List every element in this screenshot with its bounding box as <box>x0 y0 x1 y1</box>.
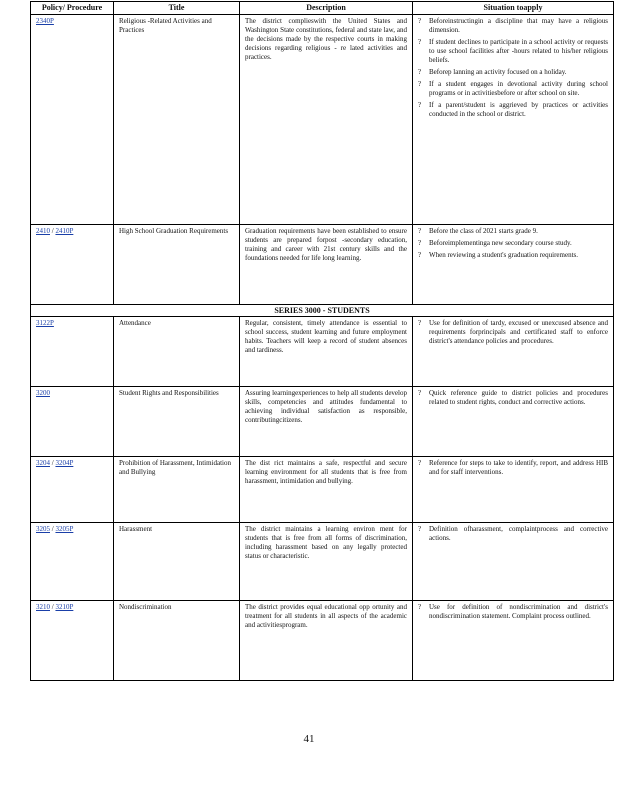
situation-text: Reference for steps to take to identify, report, and address HIB and for staff interventions. <box>429 459 608 476</box>
situation-item <box>418 101 608 119</box>
policy-link[interactable]: 3122P <box>36 319 54 327</box>
description-cell: The district maintains a learning environ ment for students that is free from all forms of discrimination, including harassment based on any legally protected status or characteristic. <box>240 523 413 601</box>
situation-item <box>418 38 608 65</box>
policy-link[interactable]: 3204 <box>36 459 50 467</box>
situation-item <box>418 227 608 236</box>
description-cell: The dist rict maintains a safe, respectful and secure learning environment for all students that is free from harassment, intimidation and bullying. <box>240 457 413 523</box>
situation-text: If a parent/student is aggrieved by practices or activities conducted in the school or district. <box>429 101 608 118</box>
policy-link[interactable]: 2340P <box>36 17 54 25</box>
description-cell: Graduation requirements have been established to ensure students are prepared forpost -secondary education, training and career with 21st century skills and the foundations needed for life long learning. <box>240 225 413 305</box>
situation-cell <box>413 317 614 387</box>
title-cell: Prohibition of Harassment, Intimidation and Bullying <box>114 457 240 523</box>
policy-link[interactable]: 3200 <box>36 389 50 397</box>
bullet-icon: ? <box>418 603 422 611</box>
description-cell: Assuring learningexperiences to help all students develop skills, competencies and attitudes fundamental to achieving individual satisfaction as responsible, contributingcitizens. <box>240 387 413 457</box>
table-body-top <box>31 15 614 305</box>
situation-text: Beforeimplementinga new secondary course study. <box>429 239 572 247</box>
situation-text: Use for definition of tardy, excused or unexcused absence and requirements forprincipals and certificated staff to enforce district's attendance policies and procedures. <box>429 319 608 345</box>
table-row <box>31 15 614 225</box>
situation-text: Beforep lanning an activity focused on a holiday. <box>429 68 567 76</box>
situation-cell <box>413 225 614 305</box>
series-row <box>31 305 614 317</box>
header-description: Description <box>240 2 413 15</box>
title-cell: Harassment <box>114 523 240 601</box>
policy-link[interactable]: 3210 <box>36 603 50 611</box>
situation-list <box>418 459 608 477</box>
policy-separator: / <box>50 603 56 611</box>
title-cell: High School Graduation Requirements <box>114 225 240 305</box>
policy-cell <box>31 387 114 457</box>
table-row <box>31 523 614 601</box>
bullet-icon: ? <box>418 227 422 235</box>
situation-item <box>418 459 608 477</box>
situation-item <box>418 319 608 346</box>
situation-item <box>418 525 608 543</box>
situation-item <box>418 17 608 35</box>
situation-text: Before the class of 2021 starts grade 9. <box>429 227 538 235</box>
policy-separator: / <box>50 525 56 533</box>
table-row <box>31 457 614 523</box>
policy-cell <box>31 523 114 601</box>
description-cell: The district complieswith the United States and Washington State constitutions, federal and state law, and the decisions made by the respective courts in making decisions regarding religious - re lated activities and practices. <box>240 15 413 225</box>
header-policy: Policy/ Procedure <box>31 2 114 15</box>
policy-link[interactable]: 3210P <box>55 603 74 611</box>
situation-text: When reviewing a student's graduation requirements. <box>429 251 578 259</box>
policy-link[interactable]: 3205 <box>36 525 50 533</box>
bullet-icon: ? <box>418 251 422 259</box>
situation-item <box>418 389 608 407</box>
situation-item <box>418 68 608 77</box>
bullet-icon: ? <box>418 239 422 247</box>
situation-cell <box>413 387 614 457</box>
bullet-icon: ? <box>418 525 422 533</box>
series-heading: SERIES 3000 - STUDENTS <box>31 305 614 317</box>
policy-cell <box>31 317 114 387</box>
situation-text: Definition ofharassment, complaintprocess and corrective actions. <box>429 525 608 542</box>
situation-list <box>418 389 608 407</box>
situation-text: Quick reference guide to district policies and procedures related to student rights, conduct and corrective actions. <box>429 389 608 406</box>
description-cell: Regular, consistent, timely attendance is essential to school success, student learning and future employment habits. Teachers will keep a record of student absences and tardiness. <box>240 317 413 387</box>
series-section <box>31 305 614 317</box>
bullet-icon: ? <box>418 101 422 109</box>
bullet-icon: ? <box>418 17 422 25</box>
bullet-icon: ? <box>418 38 422 46</box>
bullet-icon: ? <box>418 80 422 88</box>
situation-text: If a student engages in devotional activity during school programs or in activitiesbefore or after school on site. <box>429 80 608 97</box>
policy-cell <box>31 457 114 523</box>
situation-text: Use for definition of nondiscrimination and district's nondiscrimination statement. Complaint process outlined. <box>429 603 608 620</box>
policy-link[interactable]: 2410P <box>55 227 74 235</box>
bullet-icon: ? <box>418 389 422 397</box>
table-body-bottom <box>31 317 614 681</box>
situation-text: Beforeinstructingin a discipline that may have a religious dimension. <box>429 17 608 34</box>
bullet-icon: ? <box>418 68 422 76</box>
description-cell: The district provides equal educational opp ortunity and treatment for all students in all aspects of the academic and activitiesprogram. <box>240 601 413 681</box>
bullet-icon: ? <box>418 319 422 327</box>
title-cell: Attendance <box>114 317 240 387</box>
policy-link[interactable]: 3205P <box>55 525 74 533</box>
situation-list <box>418 603 608 621</box>
policy-separator: / <box>50 227 56 235</box>
policy-separator: / <box>50 459 56 467</box>
policy-cell <box>31 225 114 305</box>
table-row <box>31 387 614 457</box>
header-row <box>31 2 614 15</box>
situation-item <box>418 603 608 621</box>
situation-cell <box>413 457 614 523</box>
table-row <box>31 601 614 681</box>
title-cell: Religious -Related Activities and Practices <box>114 15 240 225</box>
policy-link[interactable]: 2410 <box>36 227 50 235</box>
situation-list <box>418 525 608 543</box>
policy-cell <box>31 601 114 681</box>
situation-list <box>418 319 608 346</box>
situation-list <box>418 227 608 260</box>
policy-link[interactable]: 3204P <box>55 459 74 467</box>
situation-text: If student declines to participate in a school activity or requests to use school facilities after -hours related to his/her religious beliefs. <box>429 38 608 64</box>
title-cell: Nondiscrimination <box>114 601 240 681</box>
situation-cell <box>413 601 614 681</box>
table-row <box>31 317 614 387</box>
situation-item <box>418 251 608 260</box>
situation-item <box>418 80 608 98</box>
bullet-icon: ? <box>418 459 422 467</box>
header-situation: Situation toapply <box>413 2 614 15</box>
situation-list <box>418 17 608 119</box>
page-number: 41 <box>303 733 315 745</box>
header-title: Title <box>114 2 240 15</box>
policy-cell <box>31 15 114 225</box>
situation-cell <box>413 15 614 225</box>
title-cell: Student Rights and Responsibilities <box>114 387 240 457</box>
situation-cell <box>413 523 614 601</box>
situation-item <box>418 239 608 248</box>
table-row <box>31 225 614 305</box>
policy-table <box>30 1 614 681</box>
